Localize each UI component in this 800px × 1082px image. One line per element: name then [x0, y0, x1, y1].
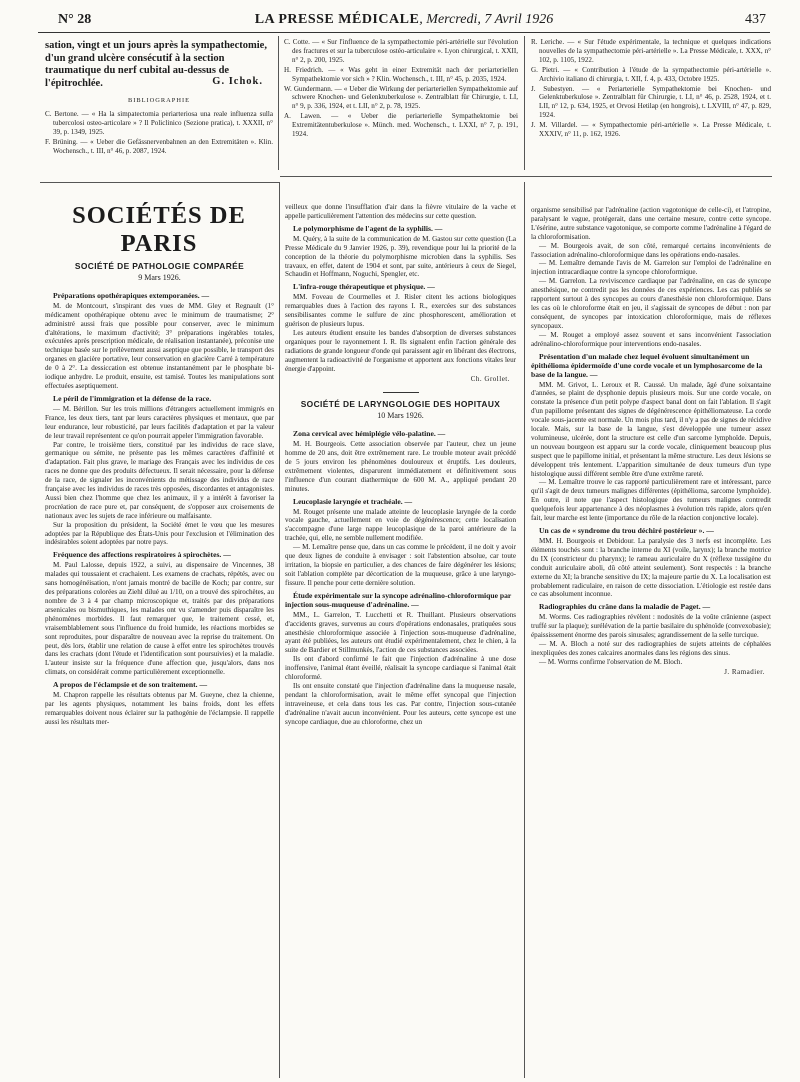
- paragraph: — M. Lemaître trouve le cas rapporté particulièrement rare et intéressant, parce qu'il s'agit de deux tumeurs malignes différentes (épithélioma, sarcome lymphoïde). En outre, il note que l'aspect histologique des tumeurs malignes contredit quelquefois leur appartenance à des néoplasmes à évolution très rapide, alors qu'en fait, leur marche est lente (importance du rôle de la réaction conjonctive locale).: [531, 478, 771, 523]
- report-signature: Ch. Grollet.: [470, 374, 510, 383]
- society-heading: SOCIÉTÉ DE LARYNGOLOGIE DES HOPITAUX: [300, 399, 501, 410]
- section-title: SOCIÉTÉS DE PARIS: [72, 202, 246, 257]
- separator: [285, 387, 516, 396]
- bibliography-entry: C. Bertone. — « Ha la simpatectomia periarteriosa una reale influenza sulla tubercolosi osteo-articolare » ? Il Policlinico (Sezione pratica), t. XXXII, n° 39, p. 1349, 1925.: [45, 110, 273, 136]
- paragraph: MM. M. Grivot, L. Leroux et R. Caussé. Un malade, âgé d'une soixantaine d'années, se plaint de dysphonie depuis plusieurs mois. Sur une corde vocale, on constate la présence d'un petit polype d'aspect banal dont on fait l'ablation. Il s'agit d'un papillome présentant des signes de dégénérescence épithéliomateuse. La corde vocale sous-jacente est normale. Un mois plus tard, il n'y a pas de signes de récidive locale. Mais, sur la base de la langue, s'est développée une tumeur assez volumineuse, ulcérée, dont la structure est celle d'un sarcome lymphoïde. Depuis, un nouveau bourgeon est apparu sur la corde vocale, cliniquement beaucoup plus suspect que le papillome initial, et présentant la même structure. Les deux lésions se développent très lentement. L'apparition simultanée de deux tumeurs d'un type histologique aussi différent semble être d'une extrême rareté.: [531, 380, 771, 478]
- communication-title: Le péril de l'immigration et la défense de la race.: [53, 393, 212, 403]
- paragraph: — M. Rouget a employé assez souvent et sans inconvénient l'association adrénalino-chloroformique pour interventions endo-nasales.: [531, 330, 771, 348]
- column-divider: [524, 182, 525, 1078]
- bibliography-entry: R. Leriche. — « Sur l'étude expérimentale, la technique et quelques indications nouvelles de la sympathectomie péri-artérielle ». La Presse Médicale, t. XXX, n° 102, p. 1105, 1922.: [531, 38, 771, 64]
- top-column-3: [531, 38, 771, 140]
- paragraph: M. Rouget présente une malade atteinte de leucoplasie laryngée de la corde vocale gauche, actuellement en voie de dégénérescence; cette localisation s'accompagne d'une large nappe leucoplasique de la paroi antérieure de la trachée, qui, elle, ne semble nullement modifiée.: [285, 507, 516, 543]
- bibliography-heading: BIBLIOGRAPHIE: [128, 97, 190, 105]
- paragraph: Les auteurs étudient ensuite les bandes d'absorption de diverses substances organiques pour le rayonnement I. R. Ils signalent enfin l'action générale des radiations de grande longueur d'onde qui paraissent agir en libérant des électrons, augmentent la radioactivité de l'organisme et apportent aux fonctions vitales leur énergie d'appoint.: [285, 328, 516, 373]
- communication-title: Zona cervical avec hémiplégie vélo-palatine. —: [293, 429, 446, 439]
- column-1: [45, 258, 274, 1078]
- paragraph: — M. Bourgeois avait, de son côté, remarqué certains inconvénients de l'association adrénalino-chloroformique dans les opérations endo-nasales.: [531, 241, 771, 259]
- section-rule: [280, 176, 772, 177]
- session-date: 9 Mars 1926.: [138, 272, 181, 282]
- top-column-1: [45, 40, 273, 157]
- journal-title: LA PRESSE MÉDICALE: [254, 12, 420, 27]
- communication-title: L'infra-rouge thérapeutique et physique. —: [293, 282, 435, 292]
- paragraph: Sur la proposition du président, la Société émet le vœu que les mesures adoptées par la République des États-Unis pour l'exclusion et l'élimination des indésirables soient adoptées par notre pays.: [45, 520, 274, 547]
- paragraph: MM. H. Bourgeois et Debidour. La paralysie des 3 nerfs est incomplète. Les éléments touchés sont : la branche interne du XI (voile, larynx); la branche motrice du IX (constricteur du pharynx); le rameau auriculaire du X (réflexe tussigène du conduit auriculaire aboli, dû côté atteint seulement). Sont respectés : la branche externe du XI; la branche sensitive du IX; la majeure partie du X. La localisation est probablement radiculaire, en raison de cette dissociation. L'étiologie est restée dans ce cas absolument inconnue.: [531, 537, 771, 599]
- bibliography-entry: F. Brüning. — « Ueber die Gefässnervenbahnen an den Extremitäten ». Klin. Wochensch., t. III, n° 46, p. 2087, 1924.: [45, 137, 273, 155]
- article-closing-text: sation, vingt et un jours après la sympathectomie, d'un grand ulcère consécutif à la section traumatique du nerf cubital au-dessus de l'épitrochlée.: [45, 40, 267, 89]
- paragraph: Ils ont d'abord confirmé le fait que l'injection d'adrénaline à une dose inoffensive, l'animal étant éveillé, réalisait la syncope cardiaque si l'animal était chloroformé.: [285, 655, 516, 682]
- top-column-2: [284, 38, 518, 140]
- communication-title: Leucoplasie laryngée et trachéale. —: [293, 496, 413, 506]
- page-header: [38, 10, 770, 33]
- paragraph: MM. Foveau de Courmelles et J. Risler citent les actions biologiques remarquables dues à l'action des rayons I. R., exercées sur des substances sensibilisantes comme le sulfure de zinc phosphorescent, amélioration et guérison de plusieurs lupus.: [285, 293, 516, 329]
- paragraph: M. Chapron rappelle les résultats obtenus par M. Gueyne, chez la chienne, par les agents physiques, notamment les bains froids, dont les effets remarquables doivent nous éclairer sur la pathogénie de l'éclampsie. Il rappelle aussi les résultats mer-: [45, 691, 274, 726]
- paragraph: organisme sensibilisé par l'adrénaline (action vagotonique de celle-ci), et l'atropine, paralysant le vague, protégerait, dans une certaine mesure, contre cette syncope. L'ésérine, autre substance vagotonique, se comporte comme l'adrénaline à l'égard de la chloroformisation.: [531, 206, 771, 241]
- paragraph: — M. Garrelon. La reviviscence cardiaque par l'adrénaline, en cas de syncope anesthésique, ne contredit pas les données de ces expériences. Les cas publiés se rapportent surtout à des syncopes au cours d'anesthésie non chloroformique. Dans les cas où le chloroforme était en jeu, il s'agissait de syncopes de début : non par conséquent, de syncopes par intoxication chloroformique, mais de réflexes syncopaux.: [531, 277, 771, 330]
- bibliography-entry: G. Pietri. — « Contribution à l'étude de la sympathectomie péri-artérielle ». Archivio italiano di chirurgia, t. XII, f. 4, p. 433, Octobre 1925.: [531, 65, 771, 83]
- page-number: 437: [745, 12, 766, 27]
- communication-title: Préparations opothérapiques extemporanées. —: [53, 290, 210, 300]
- communication-title: Un cas de « syndrome du trou déchiré postérieur ». —: [539, 526, 714, 535]
- communication-title: Le polymorphisme de l'agent de la syphilis. —: [293, 223, 443, 233]
- communication-title: Présentation d'un malade chez lequel évoluent simultanément un épithélioma épidermoïde d'une corde vocale et un lymphosarcome de la base de la langue. —: [531, 351, 763, 379]
- article-signature: G. Ichok.: [212, 76, 263, 88]
- column-3: [531, 206, 771, 1077]
- bibliography-entry: W. Gundermann. — « Ueber die Wirkung der periarteriellen Sympathektomie auf schwere Knochen- und Gelenktuberkulose ». Zentralblatt für Chirurgie, t. LI, n° 9, p. 336, 1924, et t. LII, n° 2, p. 78, 1925.: [284, 84, 518, 111]
- communication-title: A propos de l'éclampsie et de son traitement. —: [53, 680, 208, 690]
- paragraph: — M. Bérillon. Sur les trois millions d'étrangers actuellement immigrés en France, les deux tiers, tant par leurs caractères physiques et mentaux, que par leur endurance, leur robusticité, par leurs facilités d'adaptation et par la valeur de leur travail représentent ce qu'on pourrait appeler l'immigration favorable.: [45, 404, 274, 440]
- bibliography-entry: C. Cotte. — « Sur l'influence de la sympathectomie péri-artérielle sur l'évolution des fractures et sur la tuberculose ostéo-articulaire ». Lyon chirurgical, t. XXII, n° 2, p. 200, 1925.: [284, 38, 518, 64]
- paragraph: — M. Worms confirme l'observation de M. Bloch.: [539, 657, 683, 666]
- section-rule: [40, 182, 280, 183]
- journal-title-line: [38, 12, 770, 28]
- column-divider: [278, 36, 279, 170]
- issue-number: N° 28: [58, 12, 92, 27]
- paragraph: M. Paul Lalosse, depuis 1922, a suivi, au dispensaire de Vincennes, 38 malades qui toussaient et crachaient. Les examens de crachats, répétés, avec ou sans homogénéisation, n'ont jamais montré de bacille de Koch; par contre, sur des préparations colorées au Ziehl dilué au 1/10, on a trouvé des spirochètes, au nombre de 3 à 4 par champ microscopique et, traités par des préparations arsenicales ou bismuthiques, les malades ont vu s'amender puis disparaître les phénomènes morbides. Il faut remarquer que, le traitement cessé, et, vraisemblablement sous l'influence du froid humide, les réactions morbides se sont reproduites, pour disparaître de nouveau avec la reprise du traitement. On peut, dès lors, établir une relation de cause à effet entre les spirochètes trouvés dans les crachats (dont l'étude et l'identification sont poursuivies) et la maladie. L'auteur insiste sur la fréquence d'une affection que, jusqu'alors, dans nos climats, on considérait comme particulièrement exceptionnelle.: [45, 561, 274, 677]
- communication-title: Radiographies du crâne dans la maladie de Paget. —: [539, 602, 711, 612]
- paragraph: MM., L. Garrelon, T. Lucchetti et R. Thuillant. Plusieurs observations d'accidents graves, survenus au cours d'opérations endonasales, pratiquées sous anesthésie chloroformique associée à l'injection sous-muqueuse d'adrénaline, ayant été publiées, les auteurs ont étudié expérimentalement, chez le chien, à la suite de Bardier et Stillmunkès, l'action de ces substances associées.: [285, 610, 516, 655]
- paragraph: M. Worms. Ces radiographies révèlent : nodosités de la voûte crânienne (aspect truffé sur la plaque); surélévation de la partie basilaire du sphénoïde (convexobasie); épaississement énorme des parois sinusales; agrandissement de la selle turcique.: [531, 613, 771, 640]
- bibliography-entry: A. Lawen. — « Ueber die periarterielle Sympathektomie bei Extremitätentuberkulose ». Münch. med. Wochensch., t. LXXI, n° 7, p. 191, 1924.: [284, 112, 518, 139]
- issue-date: , Mercredi, 7 Avril 1926: [419, 12, 554, 27]
- paragraph: — M. A. Bloch a noté sur des radiographies de sujets atteints de céphalées inexpliquées des zones calcaires anormales dans les régions des sinus.: [531, 640, 771, 657]
- paragraph: — M. Lemaître pense que, dans un cas comme le précédent, il ne doit y avoir que deux lignes de conduite à envisager : soit l'abstention absolue, car toute irritation, la biopsie en particulier, a des chances de faire dégénérer les lésions; soit l'ablation complète par décortication de la muqueuse, grâce à une laryngo-fissure. Il penche pour cette dernière solution.: [285, 543, 516, 587]
- communication-title: Étude expérimentale sur la syncope adrénalino-chloroformique par injection sous-muqueuse d'adrénaline. —: [285, 590, 512, 609]
- paragraph: veilleux que donne l'insufflation d'air dans la fièvre vitulaire de la vache et appelle particulièrement l'attention des médecins sur cette question.: [285, 203, 516, 220]
- bibliography-entry: J. Subestyen. — « Periarterielle Sympathektomie bei Knochen- und Gelenktuberkulose ». Zentralblatt für Chirurgie, t. LI, n° 46, p. 2528, 1924, et t. LII, n° 12, p. 634, 1925, et Orvosi Hetilap (en hongrois), t. LXVIII, n° 47, p. 829, 1924.: [531, 84, 771, 120]
- communication-title: Fréquence des affections respiratoires à spirochètes. —: [53, 550, 231, 560]
- column-divider: [524, 36, 525, 170]
- paragraph: M. de Montcourt, s'inspirant des vues de MM. Gley et Regnault (1° médicament opothérapique obtenu avec le minimum de traumatisme; 2° administré aussi frais que possible pour conserver, avec le minimum d'altérations, le maximum d'activité; 3° préparations ingérables totales, exécutées après prescription médicale, de réalisation instantanée), préconise une technique basée sur le prélèvement aussi aseptique que possible, le transport des organes en glacière portative, leur conservation en glacière Carré à température de 0 à 2°. La dessiccation est obtenue instantanément par le phosphate bi-iodique anhydre. Le produit, ensuite, est tamisé. Toutes les manipulations sont effectuées aseptiquement.: [45, 301, 274, 390]
- paragraph: Ils ont ensuite constaté que l'injection d'adrénaline dans la muqueuse nasale, pendant la chloroformisation, avait le même effet syncopal que l'injection intraveineuse, et cela dans tous les cas. Par contre, l'injection sous-cutanée d'adrénaline n'avait aucun inconvénient. Pour les auteurs, cette syncope est une syncope cardiaque, due au chloroforme, chez un: [285, 681, 516, 726]
- society-heading: SOCIÉTÉ DE PATHOLOGIE COMPARÉE: [74, 261, 245, 271]
- bibliography-entry: J. M. Villardel. — « Sympathectomie péri-artérielle ». La Presse Médicale, t. XXXIV, n° 11, p. 162, 1926.: [531, 121, 771, 139]
- report-signature: J. Ramadier.: [724, 667, 765, 676]
- bibliography-entry: H. Friedrich. — « Was geht in einer Extremität nach der periarteriellen Sympathektomie vor sich » ? Klin. Wochensch., t. III, n° 45, p. 2035, 1924.: [284, 65, 518, 83]
- column-divider: [279, 182, 280, 1078]
- column-2: [285, 203, 516, 1077]
- paragraph: M. H. Bourgeois. Cette association observée par l'auteur, chez un jeune homme de 20 ans, doit être extrêmement rare. Le trouble moteur avait précédé de 5 jours environ les phénomènes douloureux et éruptifs. Les douleurs, extrêmement violentes, disparurent immédiatement et définitivement sous l'influence d'un courant diathermique de 600 M. A., appliqué pendant 20 minutes.: [285, 440, 516, 493]
- session-date: 10 Mars 1926.: [377, 411, 424, 421]
- paragraph: M. Quéry, à la suite de la communication de M. Gastou sur cette question (La Presse Médicale du 9 Janvier 1926, p. 39), revendique pour lui la priorité de la conception de la théorie du polymorphisme microbien dans la syphilis. Ses travaux, en effet, datent de 1904 et sont, par suite, antérieurs à ceux de Siegel, Schaudin et Hoffmann, Noguchi, Spengler, etc.: [285, 234, 516, 279]
- paragraph: — M. Lemaître demande l'avis de M. Garrelon sur l'emploi de l'adrénaline en injection intracardiaque contre la syncope chloroformique.: [531, 259, 771, 277]
- paragraph: Par contre, le troisième tiers, constitué par les individus de race slave, germanique ou sémite, ne présente pas les mêmes caractères d'affinité et d'adaptation. Fait plus grave, le mariage des Français avec les individus de ces races ne donne que des produits défectueux. Il serait nécessaire, pour la défense de la race, de signaler les inconvénients du métissage des individus de race française avec les individus de races très opposées, discordantes et antagonistes. Aussi bien chez l'homme que chez les animaux, il y a intérêt à favoriser la procréation de race pure et, par conséquent, de s'opposer aux croisements de nationaux avec les sujets de race inférieure ou malfaisante.: [45, 440, 274, 520]
